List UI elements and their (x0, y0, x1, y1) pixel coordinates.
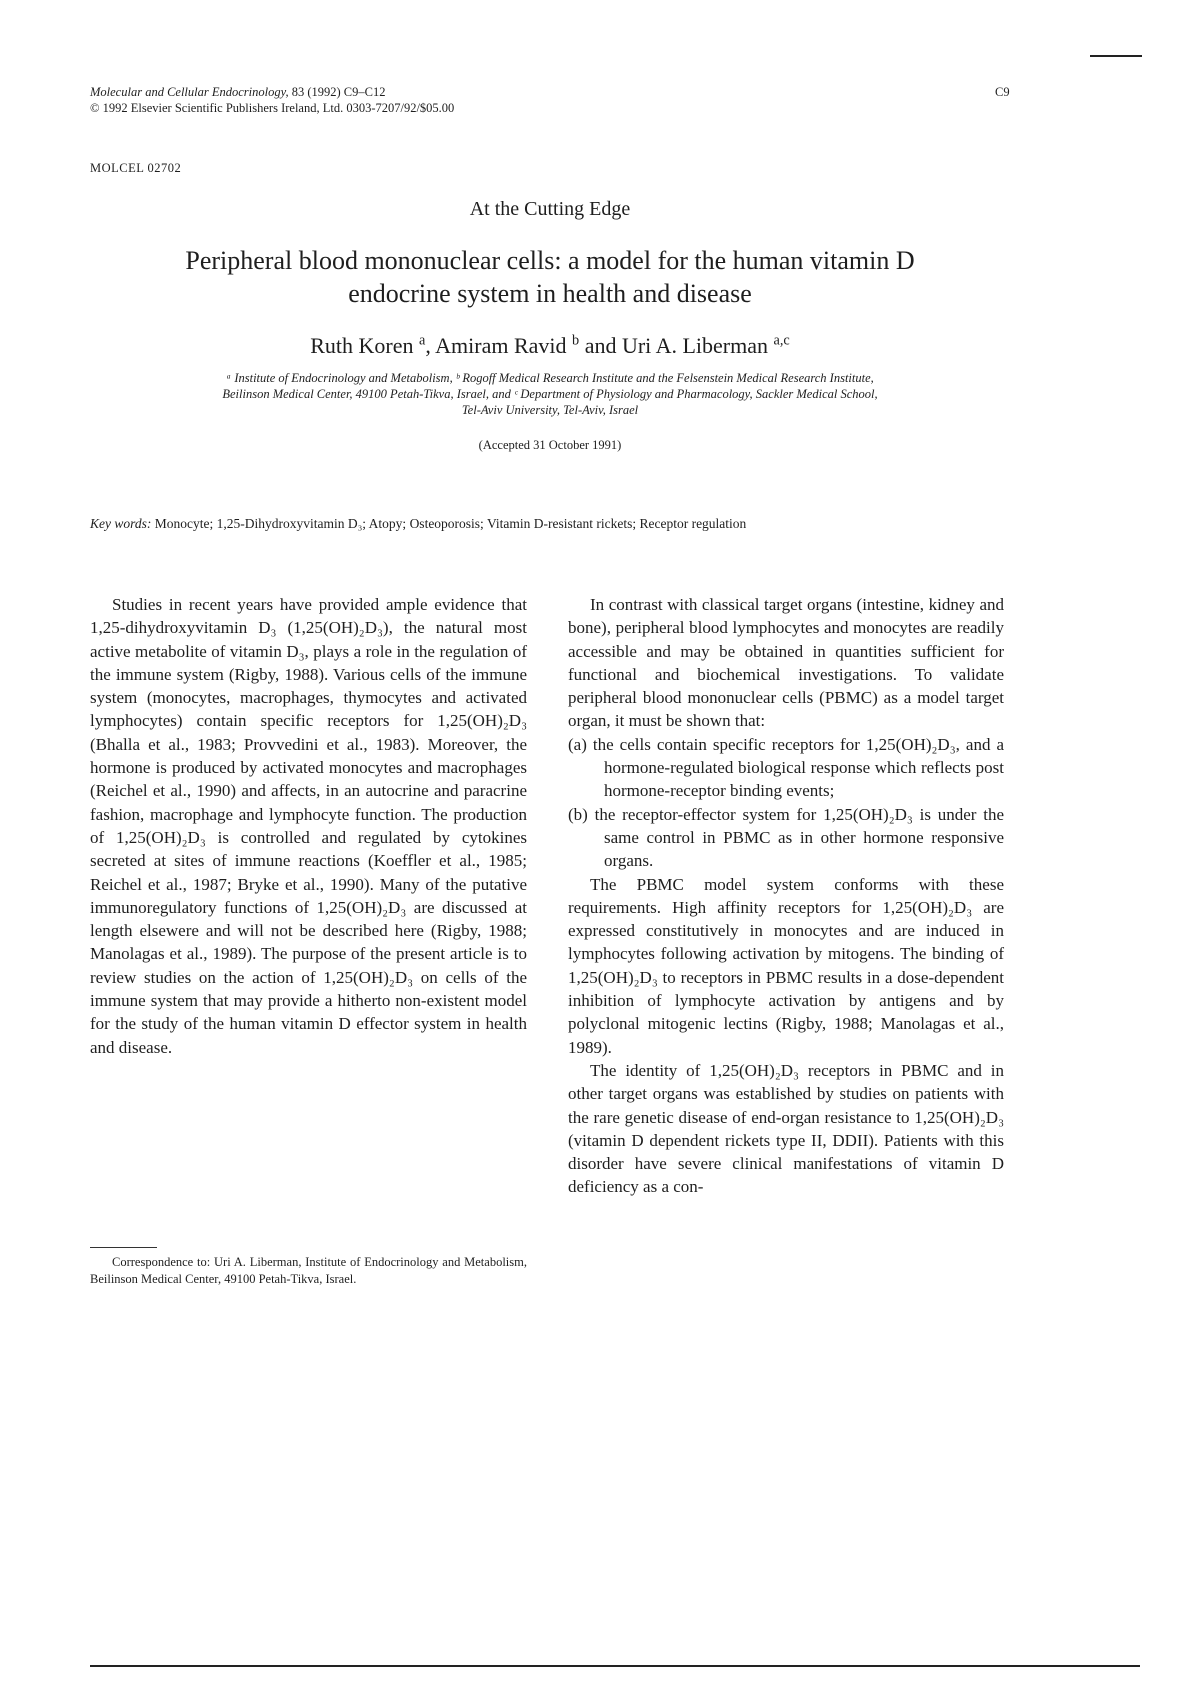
manuscript-code: MOLCEL 02702 (90, 161, 182, 175)
keywords (90, 516, 746, 532)
section-heading: At the Cutting Edge (469, 198, 631, 220)
affiliation-line-1: ᵃ Institute of Endocrinology and Metabolism, ᵇ Rogoff Medical Research Institute and the Felsenstein Medical Research Institute, (226, 371, 874, 385)
copyright-line: © 1992 Elsevier Scientific Publishers Ireland, Ltd. 0303-7207/92/$05.00 (90, 101, 455, 115)
right-paragraph-1: In contrast with classical target organs (intestine, kidney and bone), peripheral blood lymphocytes and monocytes are readily accessible and may be obtained in quantities sufficient for functional and biochemical investigations. To validate peripheral blood mononuclear cells (PBMC) as a model target organ, it must be shown that: (568, 595, 1004, 731)
requirement-b: (b) the receptor-effector system for 1,25(OH)₂D₃ is under the same control in PBMC as in other hormone responsive organs. (568, 804, 1004, 871)
page-number: C9 (995, 85, 1010, 99)
title-line-1: Peripheral blood mononuclear cells: a model for the human vitamin D (185, 246, 915, 275)
affiliation-line-2: Beilinson Medical Center, 49100 Petah-Tikva, Israel, and ᶜ Department of Physiology and Pharmacology, Sackler Medical School, (222, 387, 878, 401)
keywords-label: Key words: (90, 516, 152, 531)
left-column (90, 593, 527, 1059)
author-ravid: Amiram Ravid (435, 333, 567, 358)
journal-volume: 83 (1992) C9–C12 (291, 85, 386, 99)
accepted-date: (Accepted 31 October 1991) (478, 438, 622, 452)
keywords-text: Monocyte; 1,25-Dihydroxyvitamin D₃; Atopy; Osteoporosis; Vitamin D-resistant rickets; Receptor regulation (154, 516, 747, 531)
journal-name: Molecular and Cellular Endocrinology, (90, 85, 289, 99)
footnote-rule (90, 1247, 157, 1248)
author-koren-affil: a (419, 332, 426, 349)
right-column (568, 593, 1004, 1199)
title-line-2: endocrine system in health and disease (348, 279, 752, 308)
author-list (80, 333, 1020, 359)
top-rule (1090, 55, 1142, 57)
right-paragraph-3: The identity of 1,25(OH)₂D₃ receptors in PBMC and in other target organs was established by studies on patients with the rare genetic disease of end-organ resistance to 1,25(OH)₂D₃ (vitamin D dependent rickets type II, DDII). Patients with this disorder have severe clinical manifestations of vitamin D deficiency as a con- (568, 1060, 1004, 1197)
journal-citation (90, 84, 385, 100)
correspondence-footnote: Correspondence to: Uri A. Liberman, Institute of Endocrinology and Metabolism, Beilinson Medical Center, 49100 Petah-Tikva, Israel. (90, 1255, 527, 1286)
right-paragraph-2: The PBMC model system conforms with these requirements. High affinity receptors for 1,25(OH)₂D₃ are expressed constitutively in monocytes and are induced in lymphocytes following activation by mitogens. The binding of 1,25(OH)₂D₃ to receptors in PBMC results in a dose-dependent inhibition of lymphocyte activation by antigens and by polyclonal mitogenic lectins (Rigby, 1988; Manolagas et al., 1989). (568, 874, 1004, 1057)
requirement-a: (a) the cells contain specific receptors for 1,25(OH)₂D₃, and a hormone-regulated biological response which reflects post hormone-receptor binding events; (568, 734, 1004, 801)
article-title (80, 244, 1020, 310)
author-separator: , (425, 333, 436, 358)
author-liberman-affil: a,c (773, 332, 790, 349)
author-liberman: Uri A. Liberman (621, 333, 768, 358)
affiliations (100, 370, 1000, 418)
author-ravid-affil: b (572, 332, 580, 349)
bottom-rule (90, 1665, 1140, 1667)
left-paragraph-1: Studies in recent years have provided ample evidence that 1,25-dihydroxyvitamin D₃ (1,25(OH)₂D₃), the natural most active metabolite of vitamin D₃, plays a role in the regulation of the immune system (Rigby, 1988). Various cells of the immune system (monocytes, macrophages, thymocytes and activated lymphocytes) contain specific receptors for 1,25(OH)₂D₃ (Bhalla et al., 1983; Provvedini et al., 1983). Moreover, the hormone is produced by activated monocytes and macrophages (Reichel et al., 1990) and affects, in an autocrine and paracrine fashion, macrophage and lymphocyte function. The production of 1,25(OH)₂D₃ is controlled and regulated by cytokines secreted at sites of immune reactions (Koeffler et al., 1985; Reichel et al., 1987; Bryke et al., 1990). Many of the putative immunoregulatory functions of 1,25(OH)₂D₃ are discussed at length elsewere and will not be described here (Rigby, 1988; Manolagas et al., 1989). The purpose of the present article is to review studies on the action of 1,25(OH)₂D₃ on cells of the immune system that may provide a hitherto non-existent model for the study of the human vitamin D effector system in health and disease. (90, 595, 527, 1057)
affiliation-line-3: Tel-Aviv University, Tel-Aviv, Israel (461, 403, 639, 417)
author-separator: and (579, 333, 622, 358)
author-koren: Ruth Koren (310, 333, 414, 358)
